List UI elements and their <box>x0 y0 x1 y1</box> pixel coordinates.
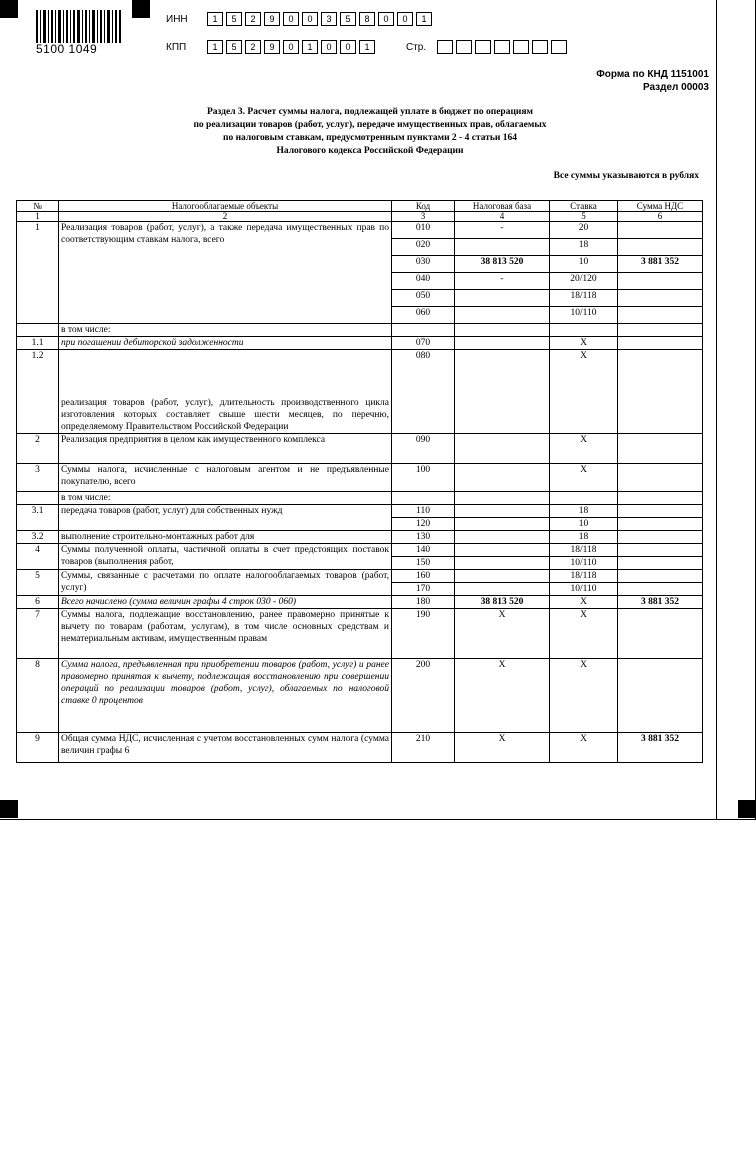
row-code: 210 <box>392 733 455 763</box>
table-row <box>17 596 703 609</box>
table-row <box>17 733 703 763</box>
row-description: Суммы налога, исчисленные с налоговым агентом и не предъявленные покупателю, всего <box>59 464 392 492</box>
tax-rate-value: X <box>550 733 618 763</box>
row-code: 180 <box>392 596 455 609</box>
row-code: 100 <box>392 464 455 492</box>
right-margin-line <box>716 0 717 820</box>
col-header: № <box>17 201 59 212</box>
row-number: 3.2 <box>17 531 59 544</box>
vat-amount-value <box>618 239 703 256</box>
col-header: Налогооблагаемые объекты <box>59 201 392 212</box>
col-number: 6 <box>618 212 703 222</box>
table-row <box>17 505 703 518</box>
including-label: в том числе: <box>59 324 392 337</box>
page-number-field <box>437 40 570 54</box>
row-number: 3 <box>17 464 59 492</box>
row-code: 110 <box>392 505 455 518</box>
inn-digit-cell: 5 <box>226 12 242 26</box>
section-code: Раздел 00003 <box>642 82 709 93</box>
tax-rate-value: 18 <box>550 239 618 256</box>
row-description: Сумма налога, предъявленная при приобретении товаров (работ, услуг) и ранее правомерно принятая к вычету, подлежащая восстановлению при совершении операций по реализации товаров (работ, услуг), облагаемых по налоговой ставке 0 процентов <box>59 659 392 733</box>
kpp-digit-cell: 0 <box>283 40 299 54</box>
row-code: 150 <box>392 557 455 570</box>
table-header-row <box>17 201 703 212</box>
col-number: 3 <box>392 212 455 222</box>
title-line: Раздел 3. Расчет суммы налога, подлежащей уплате в бюджет по операциям <box>206 107 534 117</box>
page-digit-cell <box>551 40 567 54</box>
row-description: передача товаров (работ, услуг) для собственных нужд <box>59 505 392 531</box>
kpp-field <box>207 40 378 54</box>
row-number: 1.2 <box>17 350 59 434</box>
row-code: 190 <box>392 609 455 659</box>
row-code: 170 <box>392 583 455 596</box>
tax-base-value <box>455 290 550 307</box>
vat-amount-value: 3 881 352 <box>618 733 703 763</box>
row-number: 2 <box>17 434 59 464</box>
row-description: выполнение строительно-монтажных работ для <box>59 531 392 544</box>
col-number: 5 <box>550 212 618 222</box>
table-row <box>17 350 703 434</box>
row-number: 7 <box>17 609 59 659</box>
inn-digit-cell: 3 <box>321 12 337 26</box>
row-code: 120 <box>392 518 455 531</box>
kpp-digit-cell: 1 <box>359 40 375 54</box>
tax-rate-value: 20 <box>550 222 618 239</box>
corner-marker-top <box>132 0 150 18</box>
tax-base-value: X <box>455 609 550 659</box>
tax-rate-value: X <box>550 464 618 492</box>
tax-base-value: 38 813 520 <box>455 596 550 609</box>
tax-rate-value: 10/110 <box>550 557 618 570</box>
table-row <box>17 222 703 239</box>
row-number: 1 <box>17 222 59 324</box>
barcode-number: 5100 1049 <box>36 42 98 56</box>
row-number: 6 <box>17 596 59 609</box>
tax-rate-value: X <box>550 596 618 609</box>
tax-base-value: - <box>455 222 550 239</box>
vat-amount-value <box>618 307 703 324</box>
section-title <box>90 106 650 158</box>
page-digit-cell <box>456 40 472 54</box>
col-header: Налоговая база <box>455 201 550 212</box>
inn-digit-cell: 0 <box>378 12 394 26</box>
row-code: 040 <box>392 273 455 290</box>
kpp-label: КПП <box>166 42 187 53</box>
page-digit-cell <box>532 40 548 54</box>
col-header: Сумма НДС <box>618 201 703 212</box>
row-description: Суммы налога, подлежащие восстановлению, ранее правомерно принятые к вычету по товарам (работам, услугам), в том числе основных средствам и нематериальным активам, имущественным правам <box>59 609 392 659</box>
row-code: 010 <box>392 222 455 239</box>
row-number: 9 <box>17 733 59 763</box>
row-number: 8 <box>17 659 59 733</box>
row-description: Суммы, связанные с расчетами по оплате налогооблагаемых товаров (работ, услуг) <box>59 570 392 596</box>
corner-marker-top-left <box>0 0 18 18</box>
tax-table <box>16 200 703 763</box>
kpp-digit-cell: 5 <box>226 40 242 54</box>
row-description: Всего начислено (сумма величин графы 4 строк 030 - 060) <box>59 596 392 609</box>
table-row <box>17 337 703 350</box>
col-header: Код <box>392 201 455 212</box>
row-number: 3.1 <box>17 505 59 531</box>
row-number: 4 <box>17 544 59 570</box>
col-header: Ставка <box>550 201 618 212</box>
row-number: 5 <box>17 570 59 596</box>
kpp-digit-cell: 0 <box>340 40 356 54</box>
corner-marker-bottom-left <box>0 800 18 818</box>
row-code: 140 <box>392 544 455 557</box>
inn-field <box>207 12 435 26</box>
page-digit-cell <box>494 40 510 54</box>
tax-base-value <box>455 307 550 324</box>
kpp-digit-cell: 1 <box>207 40 223 54</box>
tax-base-value: - <box>455 273 550 290</box>
corner-marker-bottom-right <box>738 800 756 818</box>
row-code: 080 <box>392 350 455 434</box>
inn-label: ИНН <box>166 14 188 25</box>
tax-base-value: X <box>455 659 550 733</box>
table-row <box>17 434 703 464</box>
including-label: в том числе: <box>59 492 392 505</box>
tax-rate-value: X <box>550 659 618 733</box>
table-row <box>17 324 703 337</box>
tax-rate-value: X <box>550 434 618 464</box>
tax-rate-value: 20/120 <box>550 273 618 290</box>
kpp-digit-cell: 9 <box>264 40 280 54</box>
inn-digit-cell: 0 <box>283 12 299 26</box>
title-line: по налоговым ставкам, предусмотренным пунктами 2 - 4 статьи 164 <box>222 133 518 143</box>
page-digit-cell <box>513 40 529 54</box>
tax-rate-value: 10/110 <box>550 307 618 324</box>
inn-digit-cell: 1 <box>207 12 223 26</box>
table-row <box>17 609 703 659</box>
kpp-digit-cell: 0 <box>321 40 337 54</box>
column-number-row <box>17 212 703 222</box>
kpp-digit-cell: 1 <box>302 40 318 54</box>
row-code: 050 <box>392 290 455 307</box>
row-code: 090 <box>392 434 455 464</box>
form-code <box>596 68 709 94</box>
row-description: Общая сумма НДС, исчисленная с учетом восстановленных сумм налога (сумма величин графы 6 <box>59 733 392 763</box>
page-digit-cell <box>437 40 453 54</box>
currency-note: Все суммы указываются в рублях <box>553 171 699 181</box>
tax-rate-value: 10/110 <box>550 583 618 596</box>
table-row <box>17 492 703 505</box>
row-code: 130 <box>392 531 455 544</box>
title-line: по реализации товаров (работ, услуг), передаче имущественных прав, облагаемых <box>193 120 547 130</box>
inn-digit-cell: 0 <box>397 12 413 26</box>
tax-rate-value: 10 <box>550 256 618 273</box>
inn-digit-cell: 8 <box>359 12 375 26</box>
kpp-digit-cell: 2 <box>245 40 261 54</box>
table-row <box>17 659 703 733</box>
tax-rate-value: 18 <box>550 531 618 544</box>
tax-rate-value: X <box>550 337 618 350</box>
row-description: Реализация товаров (работ, услуг), а также передача имущественных прав по соответствующим ставкам налога, всего <box>59 222 392 324</box>
vat-amount-value <box>618 290 703 307</box>
inn-digit-cell: 0 <box>302 12 318 26</box>
tax-rate-value: X <box>550 350 618 434</box>
table-row <box>17 531 703 544</box>
tax-base-value: X <box>455 733 550 763</box>
row-code: 200 <box>392 659 455 733</box>
form-knd-code: Форма по КНД 1151001 <box>596 69 709 80</box>
tax-rate-value: X <box>550 609 618 659</box>
vat-amount-value: 3 881 352 <box>618 596 703 609</box>
row-code: 160 <box>392 570 455 583</box>
tax-rate-value: 18/118 <box>550 570 618 583</box>
vat-amount-value <box>618 222 703 239</box>
vat-amount-value <box>618 273 703 290</box>
tax-rate-value: 18/118 <box>550 544 618 557</box>
page-digit-cell <box>475 40 491 54</box>
tax-rate-value: 18 <box>550 505 618 518</box>
col-number: 1 <box>17 212 59 222</box>
row-description: Реализация предприятия в целом как имущественного комплекса <box>59 434 392 464</box>
table-row <box>17 544 703 557</box>
tax-rate-value: 10 <box>550 518 618 531</box>
col-number: 4 <box>455 212 550 222</box>
inn-digit-cell: 1 <box>416 12 432 26</box>
table-row <box>17 464 703 492</box>
col-number: 2 <box>59 212 392 222</box>
row-code: 070 <box>392 337 455 350</box>
tax-base-value: 38 813 520 <box>455 256 550 273</box>
vat-amount-value: 3 881 352 <box>618 256 703 273</box>
row-code: 030 <box>392 256 455 273</box>
inn-digit-cell: 5 <box>340 12 356 26</box>
row-code: 020 <box>392 239 455 256</box>
tax-rate-value: 18/118 <box>550 290 618 307</box>
table-row <box>17 570 703 583</box>
title-line: Налогового кодекса Российской Федерации <box>276 146 464 156</box>
page-label: Стр. <box>406 42 427 53</box>
row-number: 1.1 <box>17 337 59 350</box>
row-description: реализация товаров (работ, услуг), длительность производственного цикла изготовления которых составляет свыше шести месяцев, по перечню, определяемому Правительством Российской Федерации <box>59 350 392 434</box>
row-description: при погашении дебиторской задолженности <box>59 337 392 350</box>
barcode-icon <box>36 10 122 43</box>
row-code: 060 <box>392 307 455 324</box>
inn-digit-cell: 2 <box>245 12 261 26</box>
row-description: Суммы полученной оплаты, частичной оплаты в счет предстоящих поставок товаров (выполнения работ, <box>59 544 392 570</box>
tax-base-value <box>455 239 550 256</box>
inn-digit-cell: 9 <box>264 12 280 26</box>
